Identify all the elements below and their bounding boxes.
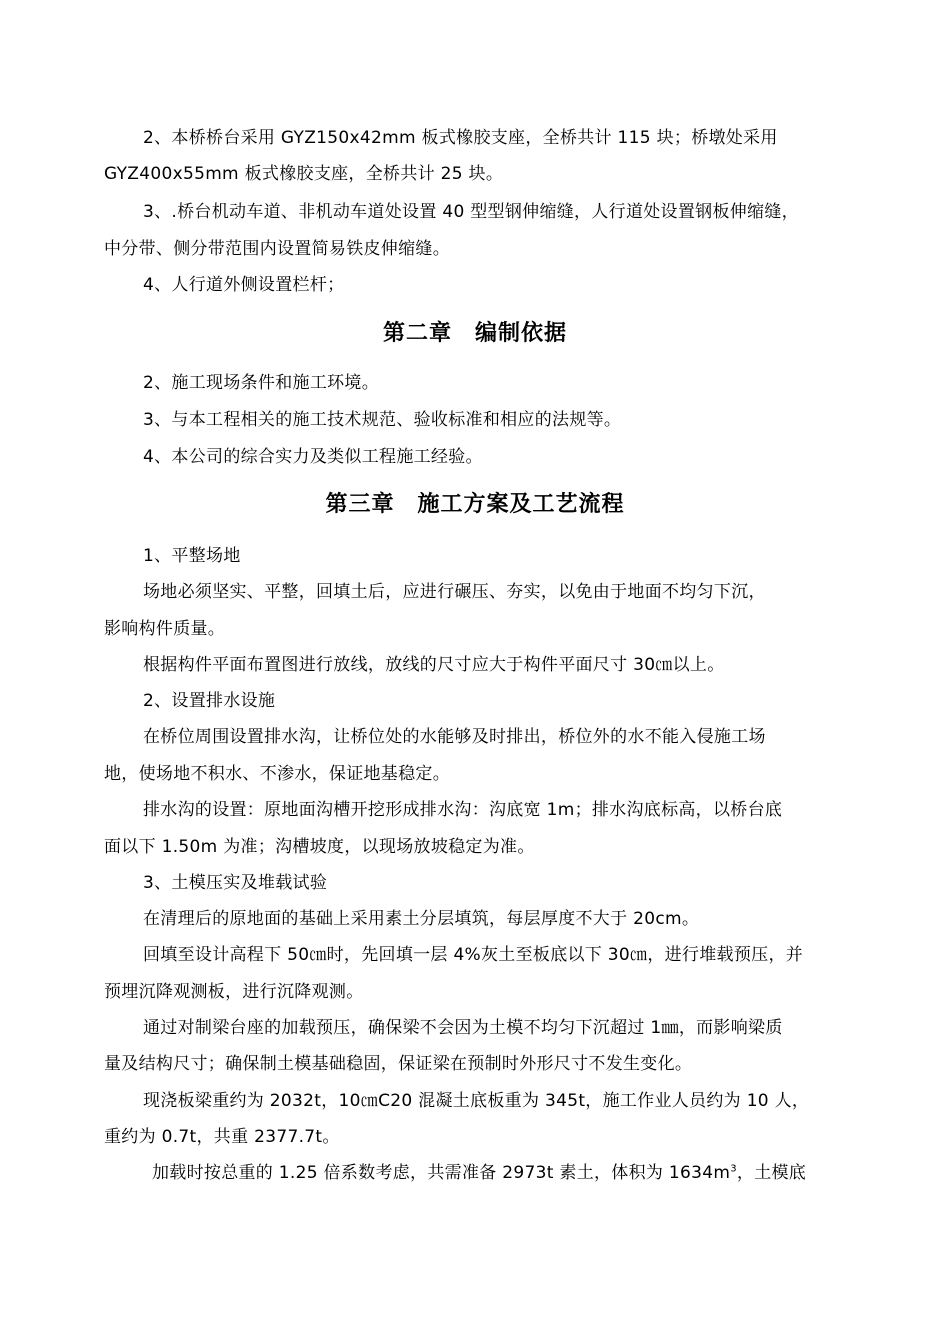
paragraph-line: 通过对制梁台座的加载预压，确保梁不会因为土模不均匀下沉超过 1㎜，而影响梁质: [143, 1018, 783, 1038]
paragraph-line: 地，使场地不积水、不渗水，保证地基稳定。: [104, 764, 450, 784]
paragraph-line: 排水沟的设置：原地面沟槽开挖形成排水沟：沟底宽 1m；排水沟底标高，以桥台底: [143, 800, 783, 820]
paragraph-line: 预埋沉降观测板，进行沉降观测。: [104, 982, 364, 1002]
paragraph-line: 重约为 0.7t，共重 2377.7t。: [104, 1127, 340, 1147]
paragraph-text: ，土模底: [736, 1163, 807, 1183]
chapter-heading: 第三章 施工方案及工艺流程: [325, 492, 625, 517]
paragraph-line: 1、平整场地: [143, 546, 241, 566]
paragraph-line: 2、设置排水设施: [143, 691, 276, 711]
paragraph-line: 2、施工现场条件和施工环境。: [143, 373, 380, 393]
paragraph-line: [152, 1161, 806, 1185]
paragraph-line: 3、土模压实及堆载试验: [143, 873, 328, 893]
paragraph-line: 面以下 1.50m 为准；沟槽坡度，以现场放坡稳定为准。: [104, 837, 535, 857]
paragraph-line: 在桥位周围设置排水沟，让桥位处的水能够及时排出，桥位外的水不能入侵施工场: [143, 727, 766, 747]
paragraph-line: GYZ400x55mm 板式橡胶支座，全桥共计 25 块。: [104, 164, 504, 184]
superscript-3: 3: [730, 1163, 737, 1175]
paragraph-line: 影响构件质量。: [104, 619, 226, 639]
paragraph-line: 4、人行道外侧设置栏杆；: [143, 275, 345, 295]
paragraph-line: 中分带、侧分带范围内设置简易铁皮伸缩缝。: [104, 239, 450, 259]
paragraph-line: 根据构件平面布置图进行放线，放线的尺寸应大于构件平面尺寸 30㎝以上。: [143, 655, 725, 675]
paragraph-line: 2、本桥桥台采用 GYZ150x42mm 板式橡胶支座，全桥共计 115 块；桥墩处采用: [143, 128, 778, 148]
paragraph-line: 3、.桥台机动车道、非机动车道处设置 40 型型钢伸缩缝，人行道处设置钢板伸缩缝，: [143, 202, 799, 222]
paragraph-line: 现浇板梁重约为 2032t，10㎝C20 混凝土底板重为 345t，施工作业人员约为 10 人，: [143, 1091, 810, 1111]
paragraph-line: 4、本公司的综合实力及类似工程施工经验。: [143, 447, 483, 467]
paragraph-line: 在清理后的原地面的基础上采用素土分层填筑，每层厚度不大于 20cm。: [143, 909, 700, 929]
chapter-heading: 第二章 编制依据: [382, 321, 567, 346]
paragraph-line: 量及结构尺寸；确保制土模基础稳固，保证梁在预制时外形尺寸不发生变化。: [104, 1054, 693, 1074]
paragraph-line: 场地必须坚实、平整，回填土后，应进行碾压、夯实，以免由于地面不均匀下沉，: [143, 582, 766, 602]
paragraph-line: 3、与本工程相关的施工技术规范、验收标准和相应的法规等。: [143, 410, 622, 430]
paragraph-text: 加载时按总重的 1.25 倍系数考虑，共需准备 2973t 素土，体积为 1634m: [152, 1163, 731, 1183]
paragraph-line: 回填至设计高程下 50㎝时，先回填一层 4%灰土至板底以下 30㎝，进行堆载预压，并: [143, 945, 804, 965]
